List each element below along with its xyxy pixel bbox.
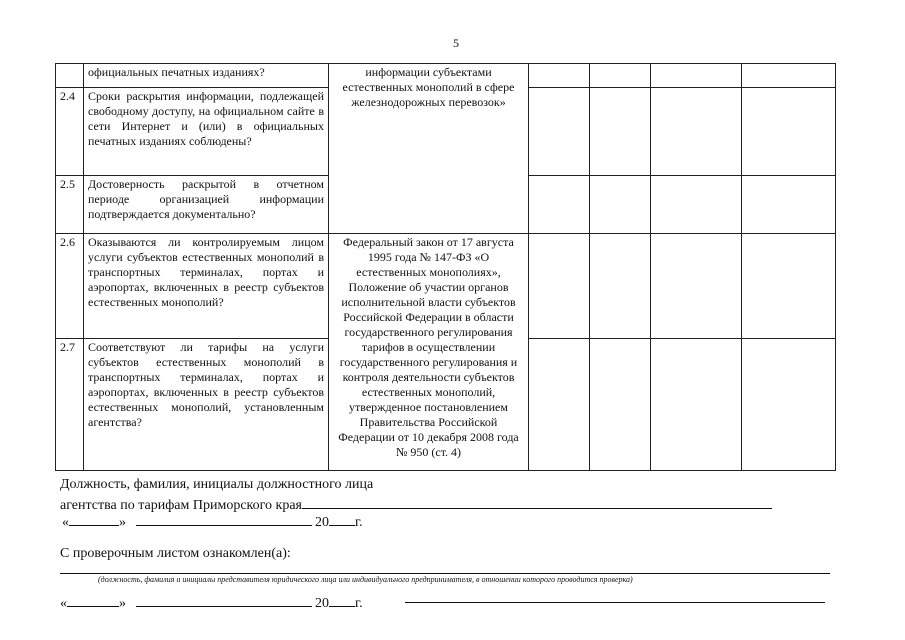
official-date-line	[62, 511, 363, 531]
year-prefix: 20	[315, 515, 329, 530]
question-cell: официальных печатных изданиях?	[84, 64, 329, 88]
question-cell: Достоверность раскрытой в отчетном периоде организацией информации подтверждается документально?	[84, 176, 329, 234]
answer-na-cell	[651, 176, 742, 234]
row-number: 2.6	[56, 234, 84, 339]
year-prefix: 20	[315, 596, 329, 611]
acquainted-label: С проверочным листом ознакомлен(а):	[60, 546, 291, 561]
row-number	[56, 64, 84, 88]
table-row	[56, 64, 836, 88]
note-cell	[742, 234, 836, 339]
representative-date-line	[60, 592, 363, 612]
close-quote: »	[119, 515, 126, 530]
answer-no-cell	[590, 88, 651, 176]
answer-yes-cell	[529, 339, 590, 471]
answer-yes-cell	[529, 64, 590, 88]
row-number: 2.5	[56, 176, 84, 234]
checklist-table	[55, 63, 836, 471]
close-quote: »	[119, 596, 126, 611]
table-row	[56, 234, 836, 339]
note-cell	[742, 176, 836, 234]
representative-signature-field[interactable]	[405, 602, 825, 603]
open-quote: «	[60, 596, 67, 611]
answer-na-cell	[651, 339, 742, 471]
answer-no-cell	[590, 176, 651, 234]
row-number: 2.4	[56, 88, 84, 176]
answer-no-cell	[590, 64, 651, 88]
representative-caption: (должность, фамилия и инициалы представителя юридического лица или индивидуального предпринимателя, в отношении которого проводится проверка)	[98, 575, 633, 584]
row-number: 2.7	[56, 339, 84, 471]
year-suffix: г.	[355, 596, 363, 611]
question-cell: Оказываются ли контролируемым лицом услуги субъектов естественных монополий в транспортных терминалах, портах и аэропортах, включенных в реестр субъектов естественных монополий?	[84, 234, 329, 339]
official-name-field[interactable]	[302, 494, 772, 509]
representative-name-field[interactable]	[60, 573, 830, 574]
answer-no-cell	[590, 339, 651, 471]
question-cell: Сроки раскрытия информации, подлежащей свободному доступу, на официальном сайте в сети Интернет и (или) в официальных печатных изданиях соблюдены?	[84, 88, 329, 176]
legal-reference-cell: Федеральный закон от 17 августа 1995 года № 147-ФЗ «О естественных монополиях», Положение об участии органов исполнительной власти субъектов Российской Федерации в области государственного регулирования тарифов в осуществлении государственного регулирования и контроля деятельности субъектов естественных монополий, утвержденное постановлением Правительства Российской Федерации от 10 декабря 2008 года № 950 (ст. 4)	[329, 234, 529, 471]
open-quote: «	[62, 515, 69, 530]
note-cell	[742, 88, 836, 176]
month-field[interactable]	[136, 511, 312, 526]
answer-yes-cell	[529, 88, 590, 176]
answer-na-cell	[651, 64, 742, 88]
month-field[interactable]	[136, 592, 312, 607]
answer-na-cell	[651, 234, 742, 339]
legal-reference-cell: информации субъектами естественных монополий в сфере железнодорожных перевозок»	[329, 64, 529, 234]
year-field[interactable]	[329, 511, 355, 526]
page-number: 5	[453, 36, 459, 50]
year-suffix: г.	[355, 515, 363, 530]
official-title-label: Должность, фамилия, инициалы должностного лица	[60, 477, 374, 492]
agency-label: агентства по тарифам Приморского края	[60, 498, 302, 513]
year-field[interactable]	[329, 592, 355, 607]
answer-na-cell	[651, 88, 742, 176]
day-field[interactable]	[69, 511, 119, 526]
note-cell	[742, 339, 836, 471]
question-cell: Соответствуют ли тарифы на услуги субъектов естественных монополий в транспортных терминалах, портах и аэропортах, включенных в реестр субъектов естественных монополий, установленным агентства?	[84, 339, 329, 471]
answer-yes-cell	[529, 176, 590, 234]
note-cell	[742, 64, 836, 88]
day-field[interactable]	[67, 592, 119, 607]
answer-no-cell	[590, 234, 651, 339]
answer-yes-cell	[529, 234, 590, 339]
